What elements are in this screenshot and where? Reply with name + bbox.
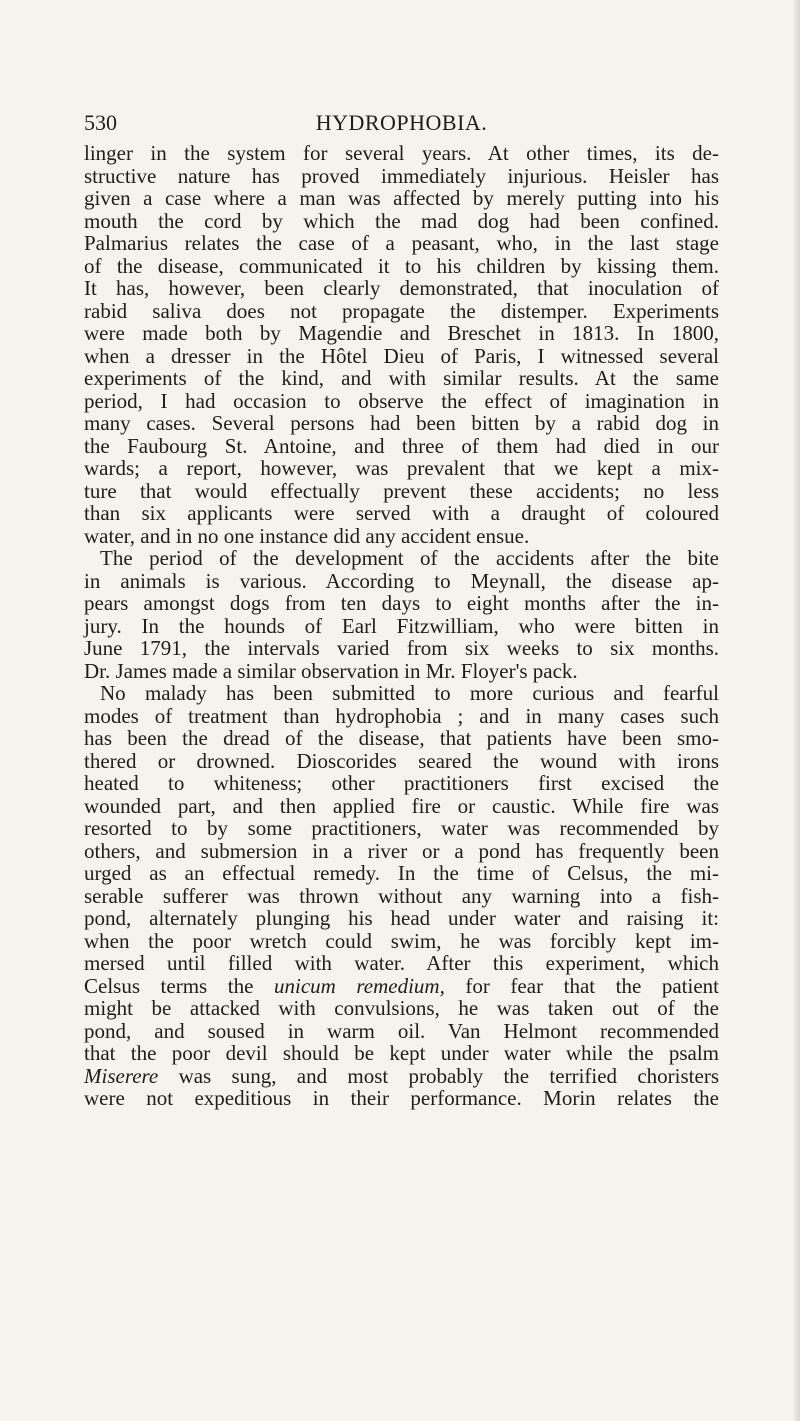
text-run: for fear that the patient <box>465 973 720 998</box>
italic-latin-phrase: unicum remedium, <box>274 973 445 998</box>
text-line: others, and submersion in a river or a pond has frequently been <box>84 838 719 863</box>
text-line: June 1791, the intervals varied from six weeks to six months. <box>84 636 719 660</box>
text-line: experiments of the kind, and with similar results. At the same <box>84 366 719 390</box>
text-line: structive nature has proved immediately injurious. Heisler has <box>84 163 719 188</box>
text-run: Celsus terms the <box>84 973 254 998</box>
text-line: were made both by Magendie and Breschet in 1813. In 1800, <box>84 321 719 345</box>
text-line: wounded part, and then applied fire or caustic. While fire was <box>84 793 719 818</box>
text-line: rabid saliva does not propagate the distemper. Experiments <box>84 298 719 323</box>
text-line: pears amongst dogs from ten days to eight months after the in- <box>84 591 719 615</box>
text-line: No malady has been submitted to more curious and fearful <box>100 681 719 705</box>
text-run: was sung, and most probably the terrified choristers <box>178 1063 719 1088</box>
running-title: HYDROPHOBIA. <box>315 110 488 135</box>
page-edge <box>794 0 800 1421</box>
text-line: the Faubourg St. Antoine, and three of them had died in our <box>84 433 719 458</box>
text-line: might be attacked with convulsions, he was taken out of the <box>84 996 719 1020</box>
body-text <box>84 142 719 1110</box>
text-line: ture that would effectually prevent these accidents; no less <box>84 478 719 503</box>
text-line: The period of the development of the accidents after the bite <box>100 546 719 570</box>
text-line: resorted to by some practitioners, water was recommended by <box>84 816 719 840</box>
text-line: mouth the cord by which the mad dog had been confined. <box>84 208 719 233</box>
text-line: when a dresser in the Hôtel Dieu of Paris, I witnessed several <box>84 343 719 368</box>
text-line: wards; a report, however, was prevalent that we kept a mix- <box>84 456 719 480</box>
text-line: mersed until filled with water. After this experiment, which <box>84 951 719 975</box>
text-line: has been the dread of the disease, that patients have been smo- <box>84 726 719 750</box>
text-line: It has, however, been clearly demonstrated, that inoculation of <box>84 276 719 300</box>
page-number: 530 <box>84 110 117 135</box>
text-line: than six applicants were served with a draught of coloured <box>84 501 719 525</box>
italic-psalm-title: Miserere <box>84 1063 159 1088</box>
text-line: Dr. James made a similar observation in Mr. Floyer's pack. <box>84 658 578 683</box>
text-line: given a case where a man was affected by merely putting into his <box>84 186 719 210</box>
page-header <box>84 108 719 138</box>
text-line: thered or drowned. Dioscorides seared the wound with irons <box>84 748 719 773</box>
text-line <box>84 975 719 998</box>
text-line: serable sufferer was thrown without any warning into a fish- <box>84 883 719 908</box>
text-line: water, and in no one instance did any accident ensue. <box>84 523 530 548</box>
text-line: pond, and soused in warm oil. Van Helmont recommended <box>84 1018 719 1043</box>
text-line: heated to whiteness; other practitioners first excised the <box>84 771 719 795</box>
text-line: pond, alternately plunging his head under water and raising it: <box>84 906 719 930</box>
text-line: that the poor devil should be kept under water while the psalm <box>84 1041 719 1065</box>
text-line: when the poor wretch could swim, he was forcibly kept im- <box>84 928 719 953</box>
text-line: many cases. Several persons had been bitten by a rabid dog in <box>84 411 719 435</box>
text-line: were not expeditious in their performance. Morin relates the <box>84 1086 719 1110</box>
text-line: jury. In the hounds of Earl Fitzwilliam, who were bitten in <box>84 613 719 638</box>
text-line: Palmarius relates the case of a peasant, who, in the last stage <box>84 231 719 255</box>
text-line: in animals is various. According to Meynall, the disease ap- <box>84 568 719 593</box>
text-line: modes of treatment than hydrophobia ; and in many cases such <box>84 703 719 728</box>
text-line: period, I had occasion to observe the effect of imagination in <box>84 388 719 413</box>
text-line <box>84 1065 719 1088</box>
text-line: urged as an effectual remedy. In the time of Celsus, the mi- <box>84 861 719 885</box>
text-line: of the disease, communicated it to his children by kissing them. <box>84 253 719 278</box>
text-line: linger in the system for several years. At other times, its de- <box>84 141 719 165</box>
